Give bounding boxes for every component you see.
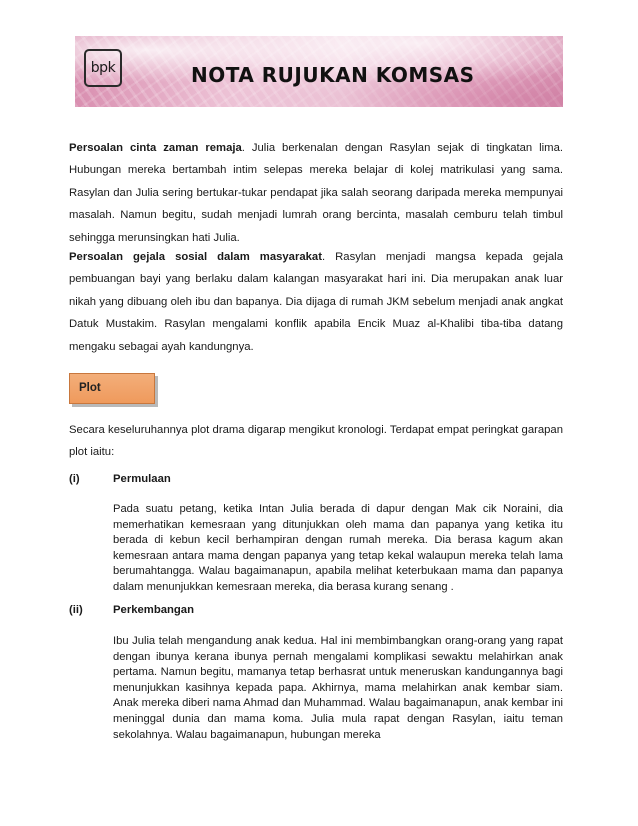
item-title-perkembangan: Perkembangan (113, 604, 194, 616)
header-banner (75, 36, 563, 107)
paragraph-body: . Rasylan menjadi mangsa kepada gejala pembuangan bayi yang berlaku dalam kalangan masyarakat hari ini. Dia merupakan anak luar nikah yang dibuang oleh ibu dan bapanya. Dia dijaga di rumah JKM sebelum menjadi anak angkat Datuk Mustakim. Rasylan mengalami konflik apabila Encik Muaz al-Khalibi tiba-tiba datang mengaku sebagai ayah kandungnya. (69, 251, 563, 353)
paragraph-cinta-remaja (69, 137, 563, 249)
paragraph-body: . Julia berkenalan dengan Rasylan sejak di tingkatan lima. Hubungan mereka bertambah intim selepas mereka belajar di kolej matrikulasi yang sama. Rasylan dan Julia sering bertukar-tukar pendapat jika salah seorang daripada mereka mempunyai masalah. Namun begitu, sudah menjadi lumrah orang bercinta, masalah cemburu telah timbul sehingga merunsingkan hati Julia. (69, 142, 563, 244)
item-text-permulaan: Pada suatu petang, ketika Intan Julia berada di dapur dengan Mak cik Noraini, dia memerhatikan kemesraan yang ditunjukkan oleh mama dan papanya yang ketika itu berada di kebun kecil berhampiran dengan rumah mereka. Dia berasa kagum akan kemesraan antara mama dengan papanya yang tetap kekal walaupun mereka telah lama berumahtangga. Walau bagaimanapun, apabila melihat keterbukaan mama dan papanya dalam menunjukkan kemesraan mereka, dia berasa kurang senang . (113, 503, 563, 593)
item-title-permulaan: Permulaan (113, 473, 171, 485)
bpk-logo (84, 49, 122, 87)
paragraph-gejala-sosial (69, 246, 563, 358)
item-numeral: (i) (69, 473, 80, 485)
item-numeral: (ii) (69, 604, 83, 616)
item-text-perkembangan: Ibu Julia telah mengandung anak kedua. Hal ini membimbangkan orang-orang yang rapat dengan ibunya kerana ibunya pernah mengalami komplikasi sewaktu melahirkan anak pertama. Namun begitu, mamanya tetap berhasrat untuk meneruskan kandungannya bagi menunjukkan kasihnya kepada papa. Akhirnya, mama melahirkan anak kembar siam. Anak mereka diberi nama Ahmad dan Muhammad. Walau bagaimanapun, anak kembar ini meninggal dunia dan mama koma. Julia mula rapat dengan Rasylan, iaitu teman sekolahnya. Walau bagaimanapun, hubungan mereka (113, 635, 563, 741)
section-label-box (69, 373, 155, 404)
logo-text: bpk (90, 60, 116, 76)
paragraph-heading: Persoalan cinta zaman remaja (69, 142, 242, 154)
plot-intro: Secara keseluruhannya plot drama digarap mengikut kronologi. Terdapat empat peringkat garapan plot iaitu: (69, 424, 563, 459)
section-label: Plot (79, 382, 101, 394)
page-title: NOTA RUJUKAN KOMSAS (191, 63, 475, 87)
paragraph-heading: Persoalan gejala sosial dalam masyarakat (69, 251, 322, 263)
